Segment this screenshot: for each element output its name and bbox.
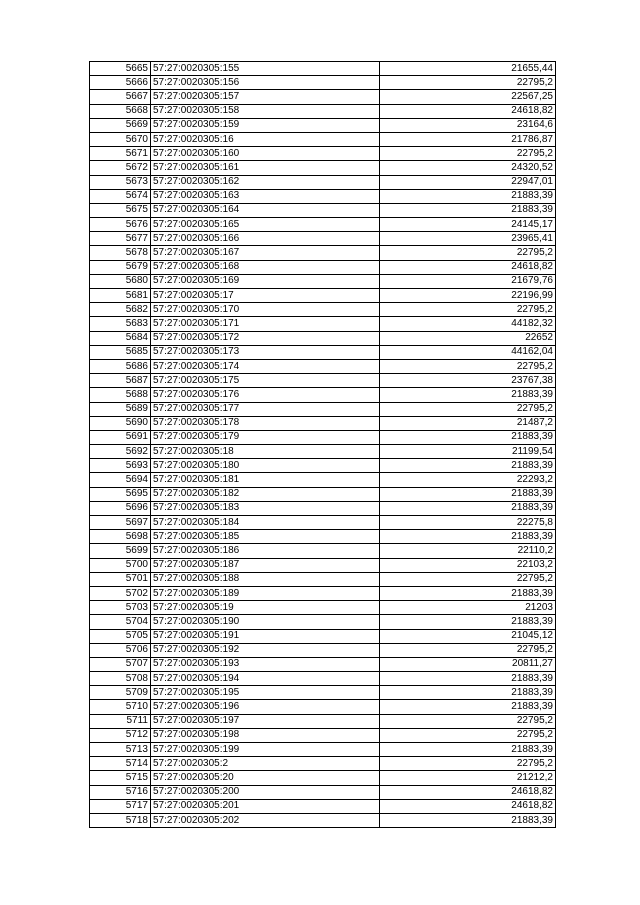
table-row bbox=[90, 90, 556, 104]
row-number-cell: 5694 bbox=[90, 473, 151, 487]
row-number-cell: 5667 bbox=[90, 90, 151, 104]
table-row bbox=[90, 289, 556, 303]
table-row bbox=[90, 76, 556, 90]
row-number-cell: 5704 bbox=[90, 615, 151, 629]
table-row bbox=[90, 232, 556, 246]
cadastral-number-cell: 57:27:0020305:191 bbox=[151, 629, 380, 643]
value-cell: 22103,2 bbox=[380, 558, 556, 572]
value-cell: 21212,2 bbox=[380, 771, 556, 785]
cadastral-number-cell: 57:27:0020305:184 bbox=[151, 516, 380, 530]
table-row bbox=[90, 189, 556, 203]
row-number-cell: 5696 bbox=[90, 501, 151, 515]
value-cell: 24618,82 bbox=[380, 799, 556, 813]
row-number-cell: 5701 bbox=[90, 572, 151, 586]
table-row bbox=[90, 260, 556, 274]
table-row bbox=[90, 700, 556, 714]
row-number-cell: 5691 bbox=[90, 430, 151, 444]
cadastral-number-cell: 57:27:0020305:19 bbox=[151, 601, 380, 615]
row-number-cell: 5706 bbox=[90, 643, 151, 657]
row-number-cell: 5715 bbox=[90, 771, 151, 785]
value-cell: 22795,2 bbox=[380, 728, 556, 742]
cadastral-number-cell: 57:27:0020305:200 bbox=[151, 785, 380, 799]
cadastral-number-cell: 57:27:0020305:156 bbox=[151, 76, 380, 90]
value-cell: 22795,2 bbox=[380, 359, 556, 373]
cadastral-number-cell: 57:27:0020305:188 bbox=[151, 572, 380, 586]
value-cell: 22795,2 bbox=[380, 714, 556, 728]
table-row bbox=[90, 686, 556, 700]
value-cell: 21883,39 bbox=[380, 203, 556, 217]
row-number-cell: 5702 bbox=[90, 586, 151, 600]
cadastral-value-table bbox=[89, 61, 556, 828]
table-row bbox=[90, 147, 556, 161]
value-cell: 21883,39 bbox=[380, 530, 556, 544]
cadastral-number-cell: 57:27:0020305:177 bbox=[151, 402, 380, 416]
value-cell: 21045,12 bbox=[380, 629, 556, 643]
value-cell: 22795,2 bbox=[380, 757, 556, 771]
row-number-cell: 5670 bbox=[90, 132, 151, 146]
value-cell: 22275,8 bbox=[380, 516, 556, 530]
value-cell: 22196,99 bbox=[380, 289, 556, 303]
cadastral-number-cell: 57:27:0020305:171 bbox=[151, 317, 380, 331]
value-cell: 23767,38 bbox=[380, 374, 556, 388]
row-number-cell: 5711 bbox=[90, 714, 151, 728]
cadastral-number-cell: 57:27:0020305:196 bbox=[151, 700, 380, 714]
cadastral-number-cell: 57:27:0020305:166 bbox=[151, 232, 380, 246]
cadastral-number-cell: 57:27:0020305:178 bbox=[151, 416, 380, 430]
cadastral-number-cell: 57:27:0020305:187 bbox=[151, 558, 380, 572]
table-row bbox=[90, 799, 556, 813]
table-row bbox=[90, 672, 556, 686]
table-row bbox=[90, 359, 556, 373]
row-number-cell: 5668 bbox=[90, 104, 151, 118]
table-row bbox=[90, 643, 556, 657]
table-row bbox=[90, 771, 556, 785]
cadastral-number-cell: 57:27:0020305:193 bbox=[151, 657, 380, 671]
row-number-cell: 5714 bbox=[90, 757, 151, 771]
cadastral-number-cell: 57:27:0020305:2 bbox=[151, 757, 380, 771]
cadastral-number-cell: 57:27:0020305:185 bbox=[151, 530, 380, 544]
row-number-cell: 5686 bbox=[90, 359, 151, 373]
cadastral-number-cell: 57:27:0020305:186 bbox=[151, 544, 380, 558]
row-number-cell: 5705 bbox=[90, 629, 151, 643]
cadastral-number-cell: 57:27:0020305:18 bbox=[151, 445, 380, 459]
table-row bbox=[90, 118, 556, 132]
row-number-cell: 5703 bbox=[90, 601, 151, 615]
value-cell: 21203 bbox=[380, 601, 556, 615]
value-cell: 24618,82 bbox=[380, 785, 556, 799]
table-row bbox=[90, 657, 556, 671]
value-cell: 22795,2 bbox=[380, 147, 556, 161]
cadastral-number-cell: 57:27:0020305:168 bbox=[151, 260, 380, 274]
row-number-cell: 5671 bbox=[90, 147, 151, 161]
row-number-cell: 5675 bbox=[90, 203, 151, 217]
value-cell: 22567,25 bbox=[380, 90, 556, 104]
cadastral-number-cell: 57:27:0020305:172 bbox=[151, 331, 380, 345]
table-row bbox=[90, 218, 556, 232]
row-number-cell: 5684 bbox=[90, 331, 151, 345]
cadastral-number-cell: 57:27:0020305:190 bbox=[151, 615, 380, 629]
cadastral-number-cell: 57:27:0020305:20 bbox=[151, 771, 380, 785]
cadastral-number-cell: 57:27:0020305:182 bbox=[151, 487, 380, 501]
table-row bbox=[90, 331, 556, 345]
row-number-cell: 5687 bbox=[90, 374, 151, 388]
row-number-cell: 5712 bbox=[90, 728, 151, 742]
table-row bbox=[90, 203, 556, 217]
table-row bbox=[90, 430, 556, 444]
row-number-cell: 5699 bbox=[90, 544, 151, 558]
table-row bbox=[90, 629, 556, 643]
value-cell: 44162,04 bbox=[380, 345, 556, 359]
row-number-cell: 5677 bbox=[90, 232, 151, 246]
row-number-cell: 5692 bbox=[90, 445, 151, 459]
cadastral-number-cell: 57:27:0020305:202 bbox=[151, 813, 380, 827]
table-row bbox=[90, 445, 556, 459]
cadastral-number-cell: 57:27:0020305:201 bbox=[151, 799, 380, 813]
cadastral-number-cell: 57:27:0020305:183 bbox=[151, 501, 380, 515]
table-row bbox=[90, 586, 556, 600]
table-row bbox=[90, 516, 556, 530]
table-row bbox=[90, 317, 556, 331]
value-cell: 22795,2 bbox=[380, 303, 556, 317]
cadastral-number-cell: 57:27:0020305:169 bbox=[151, 274, 380, 288]
row-number-cell: 5690 bbox=[90, 416, 151, 430]
value-cell: 20811,27 bbox=[380, 657, 556, 671]
value-cell: 21883,39 bbox=[380, 189, 556, 203]
value-cell: 21199,54 bbox=[380, 445, 556, 459]
table-row bbox=[90, 388, 556, 402]
table-row bbox=[90, 459, 556, 473]
value-cell: 24145,17 bbox=[380, 218, 556, 232]
cadastral-number-cell: 57:27:0020305:179 bbox=[151, 430, 380, 444]
value-cell: 23965,41 bbox=[380, 232, 556, 246]
table-row bbox=[90, 544, 556, 558]
cadastral-number-cell: 57:27:0020305:17 bbox=[151, 289, 380, 303]
row-number-cell: 5689 bbox=[90, 402, 151, 416]
row-number-cell: 5678 bbox=[90, 246, 151, 260]
table-row bbox=[90, 785, 556, 799]
cadastral-number-cell: 57:27:0020305:155 bbox=[151, 62, 380, 76]
value-cell: 21883,39 bbox=[380, 388, 556, 402]
cadastral-number-cell: 57:27:0020305:195 bbox=[151, 686, 380, 700]
cadastral-number-cell: 57:27:0020305:189 bbox=[151, 586, 380, 600]
value-cell: 22795,2 bbox=[380, 246, 556, 260]
value-cell: 21883,39 bbox=[380, 459, 556, 473]
value-cell: 21655,44 bbox=[380, 62, 556, 76]
table-row bbox=[90, 728, 556, 742]
table-row bbox=[90, 813, 556, 827]
cadastral-number-cell: 57:27:0020305:176 bbox=[151, 388, 380, 402]
table-row bbox=[90, 402, 556, 416]
value-cell: 22652 bbox=[380, 331, 556, 345]
row-number-cell: 5717 bbox=[90, 799, 151, 813]
table-row bbox=[90, 757, 556, 771]
document-page bbox=[89, 61, 555, 828]
table-row bbox=[90, 416, 556, 430]
table-row bbox=[90, 161, 556, 175]
row-number-cell: 5669 bbox=[90, 118, 151, 132]
table-row bbox=[90, 743, 556, 757]
cadastral-number-cell: 57:27:0020305:158 bbox=[151, 104, 380, 118]
cadastral-number-cell: 57:27:0020305:157 bbox=[151, 90, 380, 104]
value-cell: 22795,2 bbox=[380, 572, 556, 586]
value-cell: 21679,76 bbox=[380, 274, 556, 288]
value-cell: 21786,87 bbox=[380, 132, 556, 146]
cadastral-number-cell: 57:27:0020305:165 bbox=[151, 218, 380, 232]
cadastral-number-cell: 57:27:0020305:174 bbox=[151, 359, 380, 373]
cadastral-number-cell: 57:27:0020305:194 bbox=[151, 672, 380, 686]
table-row bbox=[90, 530, 556, 544]
row-number-cell: 5681 bbox=[90, 289, 151, 303]
value-cell: 21883,39 bbox=[380, 501, 556, 515]
row-number-cell: 5718 bbox=[90, 813, 151, 827]
cadastral-number-cell: 57:27:0020305:164 bbox=[151, 203, 380, 217]
row-number-cell: 5673 bbox=[90, 175, 151, 189]
row-number-cell: 5716 bbox=[90, 785, 151, 799]
cadastral-number-cell: 57:27:0020305:197 bbox=[151, 714, 380, 728]
value-cell: 24618,82 bbox=[380, 104, 556, 118]
table-row bbox=[90, 104, 556, 118]
row-number-cell: 5708 bbox=[90, 672, 151, 686]
table-row bbox=[90, 473, 556, 487]
table-row bbox=[90, 601, 556, 615]
table-row bbox=[90, 345, 556, 359]
cadastral-number-cell: 57:27:0020305:170 bbox=[151, 303, 380, 317]
table-row bbox=[90, 487, 556, 501]
table-body bbox=[90, 62, 556, 828]
cadastral-number-cell: 57:27:0020305:198 bbox=[151, 728, 380, 742]
value-cell: 21883,39 bbox=[380, 743, 556, 757]
row-number-cell: 5693 bbox=[90, 459, 151, 473]
value-cell: 22293,2 bbox=[380, 473, 556, 487]
row-number-cell: 5700 bbox=[90, 558, 151, 572]
value-cell: 21883,39 bbox=[380, 672, 556, 686]
value-cell: 23164,6 bbox=[380, 118, 556, 132]
value-cell: 21883,39 bbox=[380, 487, 556, 501]
value-cell: 22947,01 bbox=[380, 175, 556, 189]
row-number-cell: 5695 bbox=[90, 487, 151, 501]
cadastral-number-cell: 57:27:0020305:192 bbox=[151, 643, 380, 657]
table-row bbox=[90, 572, 556, 586]
cadastral-number-cell: 57:27:0020305:181 bbox=[151, 473, 380, 487]
row-number-cell: 5697 bbox=[90, 516, 151, 530]
value-cell: 21883,39 bbox=[380, 430, 556, 444]
cadastral-number-cell: 57:27:0020305:167 bbox=[151, 246, 380, 260]
row-number-cell: 5674 bbox=[90, 189, 151, 203]
table-row bbox=[90, 374, 556, 388]
table-row bbox=[90, 303, 556, 317]
row-number-cell: 5685 bbox=[90, 345, 151, 359]
row-number-cell: 5698 bbox=[90, 530, 151, 544]
value-cell: 21883,39 bbox=[380, 615, 556, 629]
row-number-cell: 5680 bbox=[90, 274, 151, 288]
value-cell: 22795,2 bbox=[380, 402, 556, 416]
value-cell: 21883,39 bbox=[380, 686, 556, 700]
cadastral-number-cell: 57:27:0020305:159 bbox=[151, 118, 380, 132]
cadastral-number-cell: 57:27:0020305:199 bbox=[151, 743, 380, 757]
cadastral-number-cell: 57:27:0020305:162 bbox=[151, 175, 380, 189]
table-row bbox=[90, 274, 556, 288]
cadastral-number-cell: 57:27:0020305:161 bbox=[151, 161, 380, 175]
value-cell: 22795,2 bbox=[380, 643, 556, 657]
value-cell: 22795,2 bbox=[380, 76, 556, 90]
table-row bbox=[90, 62, 556, 76]
value-cell: 21883,39 bbox=[380, 586, 556, 600]
row-number-cell: 5709 bbox=[90, 686, 151, 700]
row-number-cell: 5672 bbox=[90, 161, 151, 175]
row-number-cell: 5707 bbox=[90, 657, 151, 671]
row-number-cell: 5683 bbox=[90, 317, 151, 331]
row-number-cell: 5713 bbox=[90, 743, 151, 757]
row-number-cell: 5676 bbox=[90, 218, 151, 232]
row-number-cell: 5666 bbox=[90, 76, 151, 90]
table-row bbox=[90, 132, 556, 146]
row-number-cell: 5688 bbox=[90, 388, 151, 402]
table-row bbox=[90, 558, 556, 572]
row-number-cell: 5710 bbox=[90, 700, 151, 714]
table-row bbox=[90, 175, 556, 189]
row-number-cell: 5682 bbox=[90, 303, 151, 317]
value-cell: 44182,32 bbox=[380, 317, 556, 331]
table-row bbox=[90, 714, 556, 728]
value-cell: 24320,52 bbox=[380, 161, 556, 175]
value-cell: 21883,39 bbox=[380, 700, 556, 714]
table-row bbox=[90, 501, 556, 515]
row-number-cell: 5679 bbox=[90, 260, 151, 274]
table-row bbox=[90, 246, 556, 260]
value-cell: 22110,2 bbox=[380, 544, 556, 558]
value-cell: 21487,2 bbox=[380, 416, 556, 430]
table-row bbox=[90, 615, 556, 629]
cadastral-number-cell: 57:27:0020305:163 bbox=[151, 189, 380, 203]
cadastral-number-cell: 57:27:0020305:175 bbox=[151, 374, 380, 388]
cadastral-number-cell: 57:27:0020305:16 bbox=[151, 132, 380, 146]
row-number-cell: 5665 bbox=[90, 62, 151, 76]
cadastral-number-cell: 57:27:0020305:180 bbox=[151, 459, 380, 473]
value-cell: 21883,39 bbox=[380, 813, 556, 827]
cadastral-number-cell: 57:27:0020305:160 bbox=[151, 147, 380, 161]
value-cell: 24618,82 bbox=[380, 260, 556, 274]
cadastral-number-cell: 57:27:0020305:173 bbox=[151, 345, 380, 359]
